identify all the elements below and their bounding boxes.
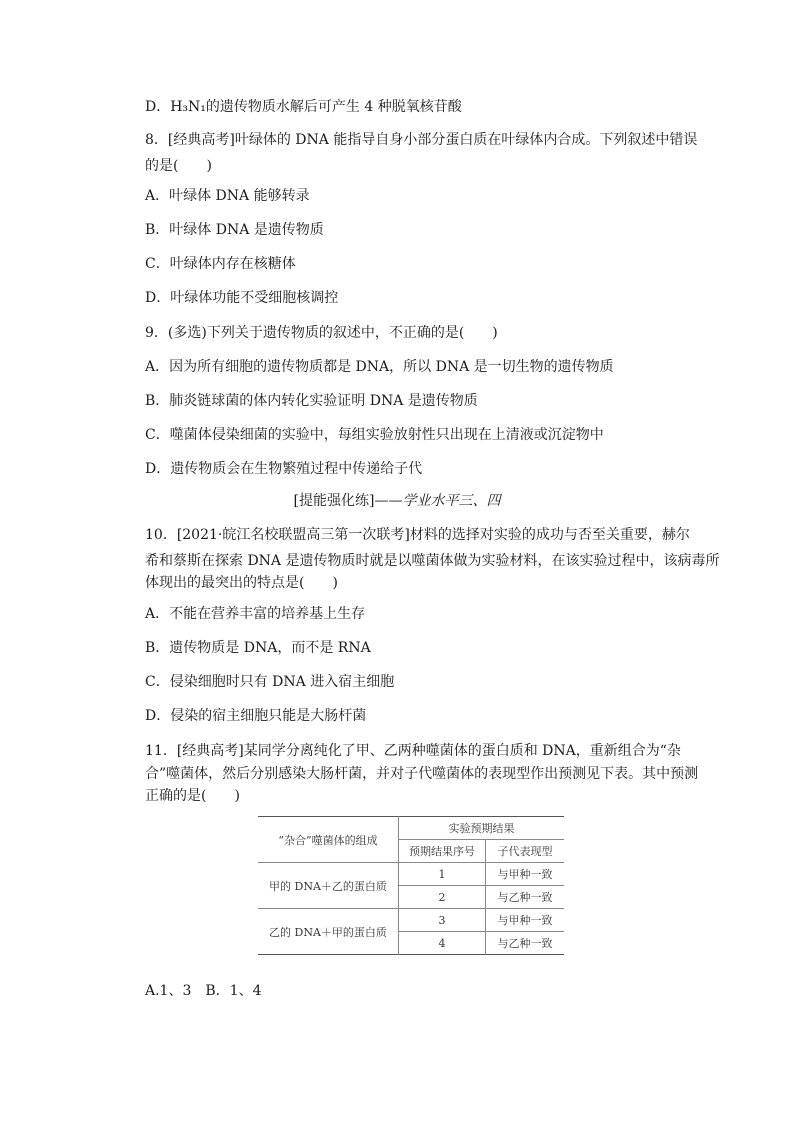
q8-option-c: C．叶绿体内存在核糖体 <box>145 256 296 272</box>
table-cell-no: 1 <box>399 863 486 886</box>
section-sub: ——学业水平三、四 <box>374 493 501 509</box>
q10-option-a: A．不能在营养丰富的培养基上生存 <box>145 606 366 622</box>
table-group-label: 甲的 DNA＋乙的蛋白质 <box>258 863 399 909</box>
q10-stem-line2: 希和蔡斯在探索 DNA 是遗传物质时就是以噬菌体做为实验材料，在该实验过程中，该病毒所 <box>145 553 720 569</box>
table-cell-no: 2 <box>399 886 486 909</box>
q10-stem-line3: 体现出的最突出的特点是( ) <box>145 575 338 591</box>
prediction-table <box>258 816 564 955</box>
table-cell-phenotype: 与乙种一致 <box>497 937 553 950</box>
table-cell-no: 4 <box>399 932 486 955</box>
table-group-label: 乙的 DNA＋甲的蛋白质 <box>258 909 399 955</box>
q8-option-a: A．叶绿体 DNA 能够转录 <box>145 188 310 204</box>
q8-option-b: B．叶绿体 DNA 是遗传物质 <box>145 222 324 238</box>
section-label: [提能强化练] <box>293 493 375 509</box>
q9-stem: 9．(多选)下列关于遗传物质的叙述中，不正确的是( ) <box>145 325 498 341</box>
q9-option-b: B．肺炎链球菌的体内转化实验证明 DNA 是遗传物质 <box>145 393 478 409</box>
q9-option-a: A．因为所有细胞的遗传物质都是 DNA，所以 DNA 是一切生物的遗传物质 <box>145 359 614 375</box>
q11-stem-line2: 合”噬菌体，然后分别感染大肠杆菌，并对子代噬菌体的表现型作出预测见下表。其中预测 <box>145 766 699 782</box>
table-header-composition: “杂合”噬菌体的组成 <box>258 817 399 863</box>
q7-option-d: D．H₃N₁的遗传物质水解后可产生 4 种脱氧核苷酸 <box>145 99 462 115</box>
q10-option-d: D．侵染的宿主细胞只能是大肠杆菌 <box>145 708 367 724</box>
table-cell-phenotype: 与甲种一致 <box>486 863 565 886</box>
q11-stem-line3: 正确的是( ) <box>145 788 240 804</box>
q11-stem-line1: 11．[经典高考]某同学分离纯化了甲、乙两种噬菌体的蛋白质和 DNA，重新组合为“杂 <box>145 743 681 759</box>
q10-option-b: B．遗传物质是 DNA，而不是 RNA <box>145 640 371 656</box>
q9-option-d: D．遗传物质会在生物繁殖过程中传递给子代 <box>145 461 423 477</box>
table-cell-phenotype: 与甲种一致 <box>486 909 565 932</box>
q9-option-c: C．噬菌体侵染细菌的实验中，每组实验放射性只出现在上清液或沉淀物中 <box>145 427 604 443</box>
q11-answer-options: A.1、3 B．1、4 <box>145 983 262 999</box>
q8-stem-line2: 的是( ) <box>145 158 212 174</box>
q10-stem-line1: 10．[2021·皖江名校联盟高三第一次联考]材料的选择对实验的成功与否至关重要，赫尔 <box>145 527 690 543</box>
q8-stem-line1: 8．[经典高考]叶绿体的 DNA 能指导自身小部分蛋白质在叶绿体内合成。下列叙述中错误 <box>145 132 698 148</box>
q10-option-c: C．侵染细胞时只有 DNA 进入宿主细胞 <box>145 674 395 690</box>
table-header-phenotype: 子代表现型 <box>497 845 553 858</box>
table-header-expected: 实验预期结果 <box>399 817 565 840</box>
section-heading <box>0 490 794 510</box>
q8-option-d: D．叶绿体功能不受细胞核调控 <box>145 290 339 306</box>
table-cell-no: 3 <box>399 909 486 932</box>
table-cell-phenotype: 与乙种一致 <box>497 891 553 904</box>
table-header-no: 预期结果序号 <box>399 840 486 863</box>
